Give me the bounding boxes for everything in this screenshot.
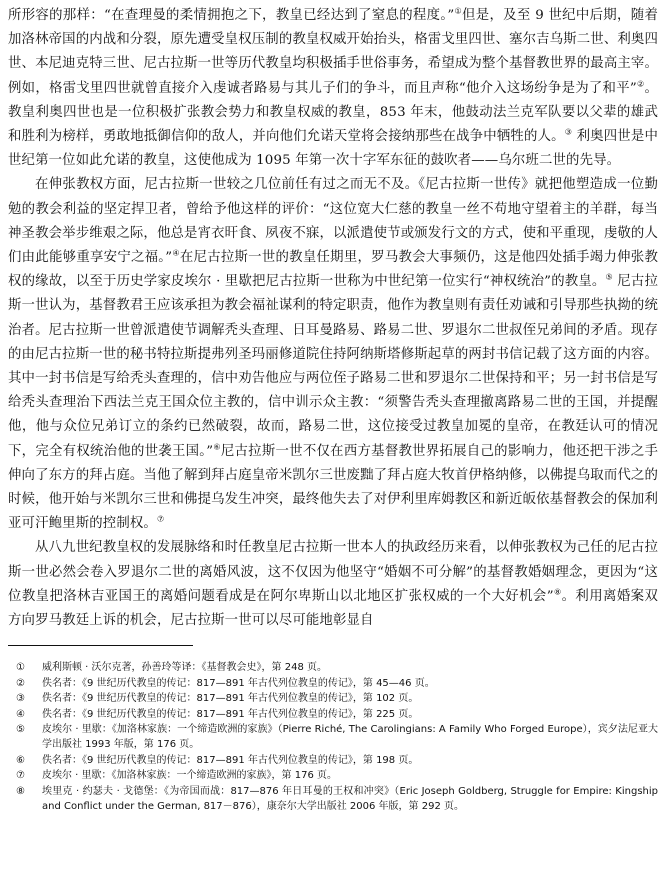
- footnote-ref-3[interactable]: ③: [564, 127, 573, 137]
- footnote-2: [8, 676, 658, 691]
- footnote-divider: [8, 645, 193, 646]
- footnote-number: ⑥: [16, 754, 25, 766]
- paragraph-1-text-3: 。教皇利奥四世也是一位积极扩张教会势力和教皇权威的教皇，853 年末，他鼓动法兰克军队要以父辈的雄武和胜利为榜样，勇敢地抵御信仰的敌人，并向他们允诺天堂将会接纳那些在战争中牺牲的人。: [8, 80, 658, 145]
- paragraph-2-text-4: 尼古拉斯一世不仅在西方基督教世界拓展自己的影响力，他还把干涉之手伸向了东方的拜占庭。当他了解到拜占庭皇帝米凯尔三世废黜了拜占庭大牧首伊格纳修，以佛提乌取而代之的时候，他开始与米凯尔三世和佛提乌发生冲突，最终他失去了对伊利里库姆教区和新近皈依基督教会的保加利亚可汗鲍里斯的控制权。: [8, 443, 658, 532]
- footnote-text: 埃里克 · 约瑟夫 · 戈德堡：《为帝国而战：817—876 年日耳曼的王权和冲突》（Eric Joseph Goldberg, Struggle for Empire: Kingship and Conflict under the German, 817－876），康奈尔大学出版社 2006 年版，第 292 页。: [42, 785, 658, 812]
- footnote-ref-8[interactable]: ⑧: [553, 587, 562, 597]
- footnote-ref-2[interactable]: ②: [636, 79, 645, 89]
- footnote-text: 佚名者：《9 世纪历代教皇的传记：817—891 年古代列位教皇的传记》，第 102 页。: [42, 693, 419, 705]
- footnote-number: ②: [16, 677, 25, 689]
- paragraph-1-text-1: 所形容的那样：“在查理曼的柔情拥抱之下，教皇已经达到了窒息的程度。”: [8, 8, 455, 23]
- footnote-5: [8, 722, 658, 753]
- paragraph-1-text-4: 利奥四世是中世纪第一位如此允诺的教皇，这使他成为 1095 年第一次十字军东征的鼓吹者——乌尔班二世的先导。: [8, 129, 659, 169]
- footnote-6: [8, 753, 658, 768]
- paragraph-2-text-2: 在尼古拉斯一世的教皇任期里，罗马教会大事频仍，这是他四处插手竭力伸张教权的缘故，以至于历史学家皮埃尔 · 里歇把尼古拉斯一世称为中世纪第一位实行“神权统治”的教皇。: [8, 250, 658, 290]
- footnote-number: ⑧: [16, 785, 25, 797]
- footnote-ref-5[interactable]: ⑤: [605, 272, 613, 282]
- footnote-number: ①: [16, 662, 25, 674]
- footnote-3: [8, 691, 658, 706]
- footnote-text: 佚名者：《9 世纪历代教皇的传记：817—891 年古代列位教皇的传记》，第 198 页。: [42, 754, 419, 766]
- paragraph-2-text-3: 尼古拉斯一世认为，基督教君王应该承担为教会福祉谋利的特定职责，他作为教皇则有责任劝诫和引导那些执拗的统治者。尼古拉斯一世曾派遣使节调解秃头查理、日耳曼路易、路易二世、罗退尔二世叔侄兄弟间的矛盾。现存的由尼古拉斯一世的秘书特拉斯提弗列圣玛丽修道院住持阿纳斯塔修斯起草的两封书信记载了这方面的内容。其中一封书信是写给秃头查理的，信中劝告他应与两位侄子路易二世和罗退尔二世保持和平；另一封书信是写给秃头查理治下西法兰克王国众位主教的，信中训示众主教：“须警告秃头查理撤离路易二世的王国，并提醒他，他与众位兄弟订立的条约已然破裂，故而，路易二世，这位接受过教皇加冕的皇帝，在教廷认可的情况下，完全有权统治他的世袭王国。”: [8, 274, 658, 459]
- footnote-ref-7[interactable]: ⑦: [156, 514, 165, 524]
- footnote-list: [8, 660, 658, 814]
- footnote-4: [8, 707, 658, 722]
- paragraph-1-text-2: 但是，及至 9 世纪中后期，随着加洛林帝国的内战和分裂，原先遭受皇权压制的教皇权威开始抬头，格雷戈里四世、塞尔吉乌斯二世、利奥四世、本尼迪克特三世、尼古拉斯一世等历代教皇均积极插手世俗事务，希望成为整个基督教世界的最高主宰。例如，格雷戈里四世就曾直接介入虔诚者路易与其儿子们的争斗，而且声称“他介入这场纷争是为了和平”: [8, 8, 658, 96]
- paragraph-2: [8, 173, 658, 536]
- paragraph-3-text-1: 从八九世纪教皇权的发展脉络和时任教皇尼古拉斯一世本人的执政经历来看，以伸张教权为己任的尼古拉斯一世必然会卷入罗退尔二世的离婚风波，这不仅因为他坚守“婚姻不可分解”的基督教婚姻理念，更因为“这位教皇把洛林吉亚国王的离婚问题看成是在阿尔卑斯山以北地区扩张权威的一个大好机会”: [8, 540, 658, 604]
- footnote-1: [8, 660, 658, 675]
- footnote-7: [8, 768, 658, 783]
- footnote-text: 佚名者：《9 世纪历代教皇的传记：817—891 年古代列位教皇的传记》，第 45—46 页。: [42, 677, 435, 689]
- footnote-ref-1[interactable]: ①: [454, 6, 463, 16]
- paragraph-2-text-1: 在伸张教权方面，尼古拉斯一世较之几位前任有过之而无不及。《尼古拉斯一世传》就把他塑造成一位勤勉的教会利益的坚定捍卫者，曾给予他这样的评价：“这位宽大仁慈的教皇一丝不苟地守望着主的羊群，每当神圣教会举步维艰之际，他总是宵衣旰食、夙夜不寐，以派遣使节或颁发行文的方式，使和平重现，虔敬的人们由此能够重享安宁之福。”: [8, 177, 658, 266]
- footnote-number: ④: [16, 708, 25, 720]
- footnote-number: ⑦: [16, 770, 25, 782]
- footnote-ref-6[interactable]: ⑥: [213, 442, 221, 452]
- footnote-text: 皮埃尔 · 里歇：《加洛林家族：一个缔造欧洲的家族》，第 176 页。: [42, 770, 337, 782]
- footnote-text: 威利斯顿 · 沃尔克著，孙善玲等译：《基督教会史》，第 248 页。: [42, 662, 327, 674]
- footnote-text: 佚名者：《9 世纪历代教皇的传记：817—891 年古代列位教皇的传记》，第 225 页。: [42, 708, 419, 720]
- document-page: [8, 4, 658, 814]
- footnote-number: ⑤: [16, 723, 25, 735]
- footnote-number: ③: [16, 693, 25, 705]
- paragraph-1: [8, 4, 658, 173]
- footnote-text: 皮埃尔 · 里歇：《加洛林家族：一个缔造欧洲的家族》（Pierre Riché, The Carolingians: A Family Who Forged Europe），宾夕法尼亚大学出版社 1993 年版，第 176 页。: [42, 723, 658, 751]
- footnote-8: [8, 784, 658, 815]
- paragraph-3: [8, 536, 658, 633]
- paragraph-3-text-2: 。利用离婚案双方向罗马教廷上诉的机会，尼古拉斯一世可以尽可能地彰显自: [8, 588, 658, 629]
- footnote-ref-4[interactable]: ④: [172, 248, 180, 258]
